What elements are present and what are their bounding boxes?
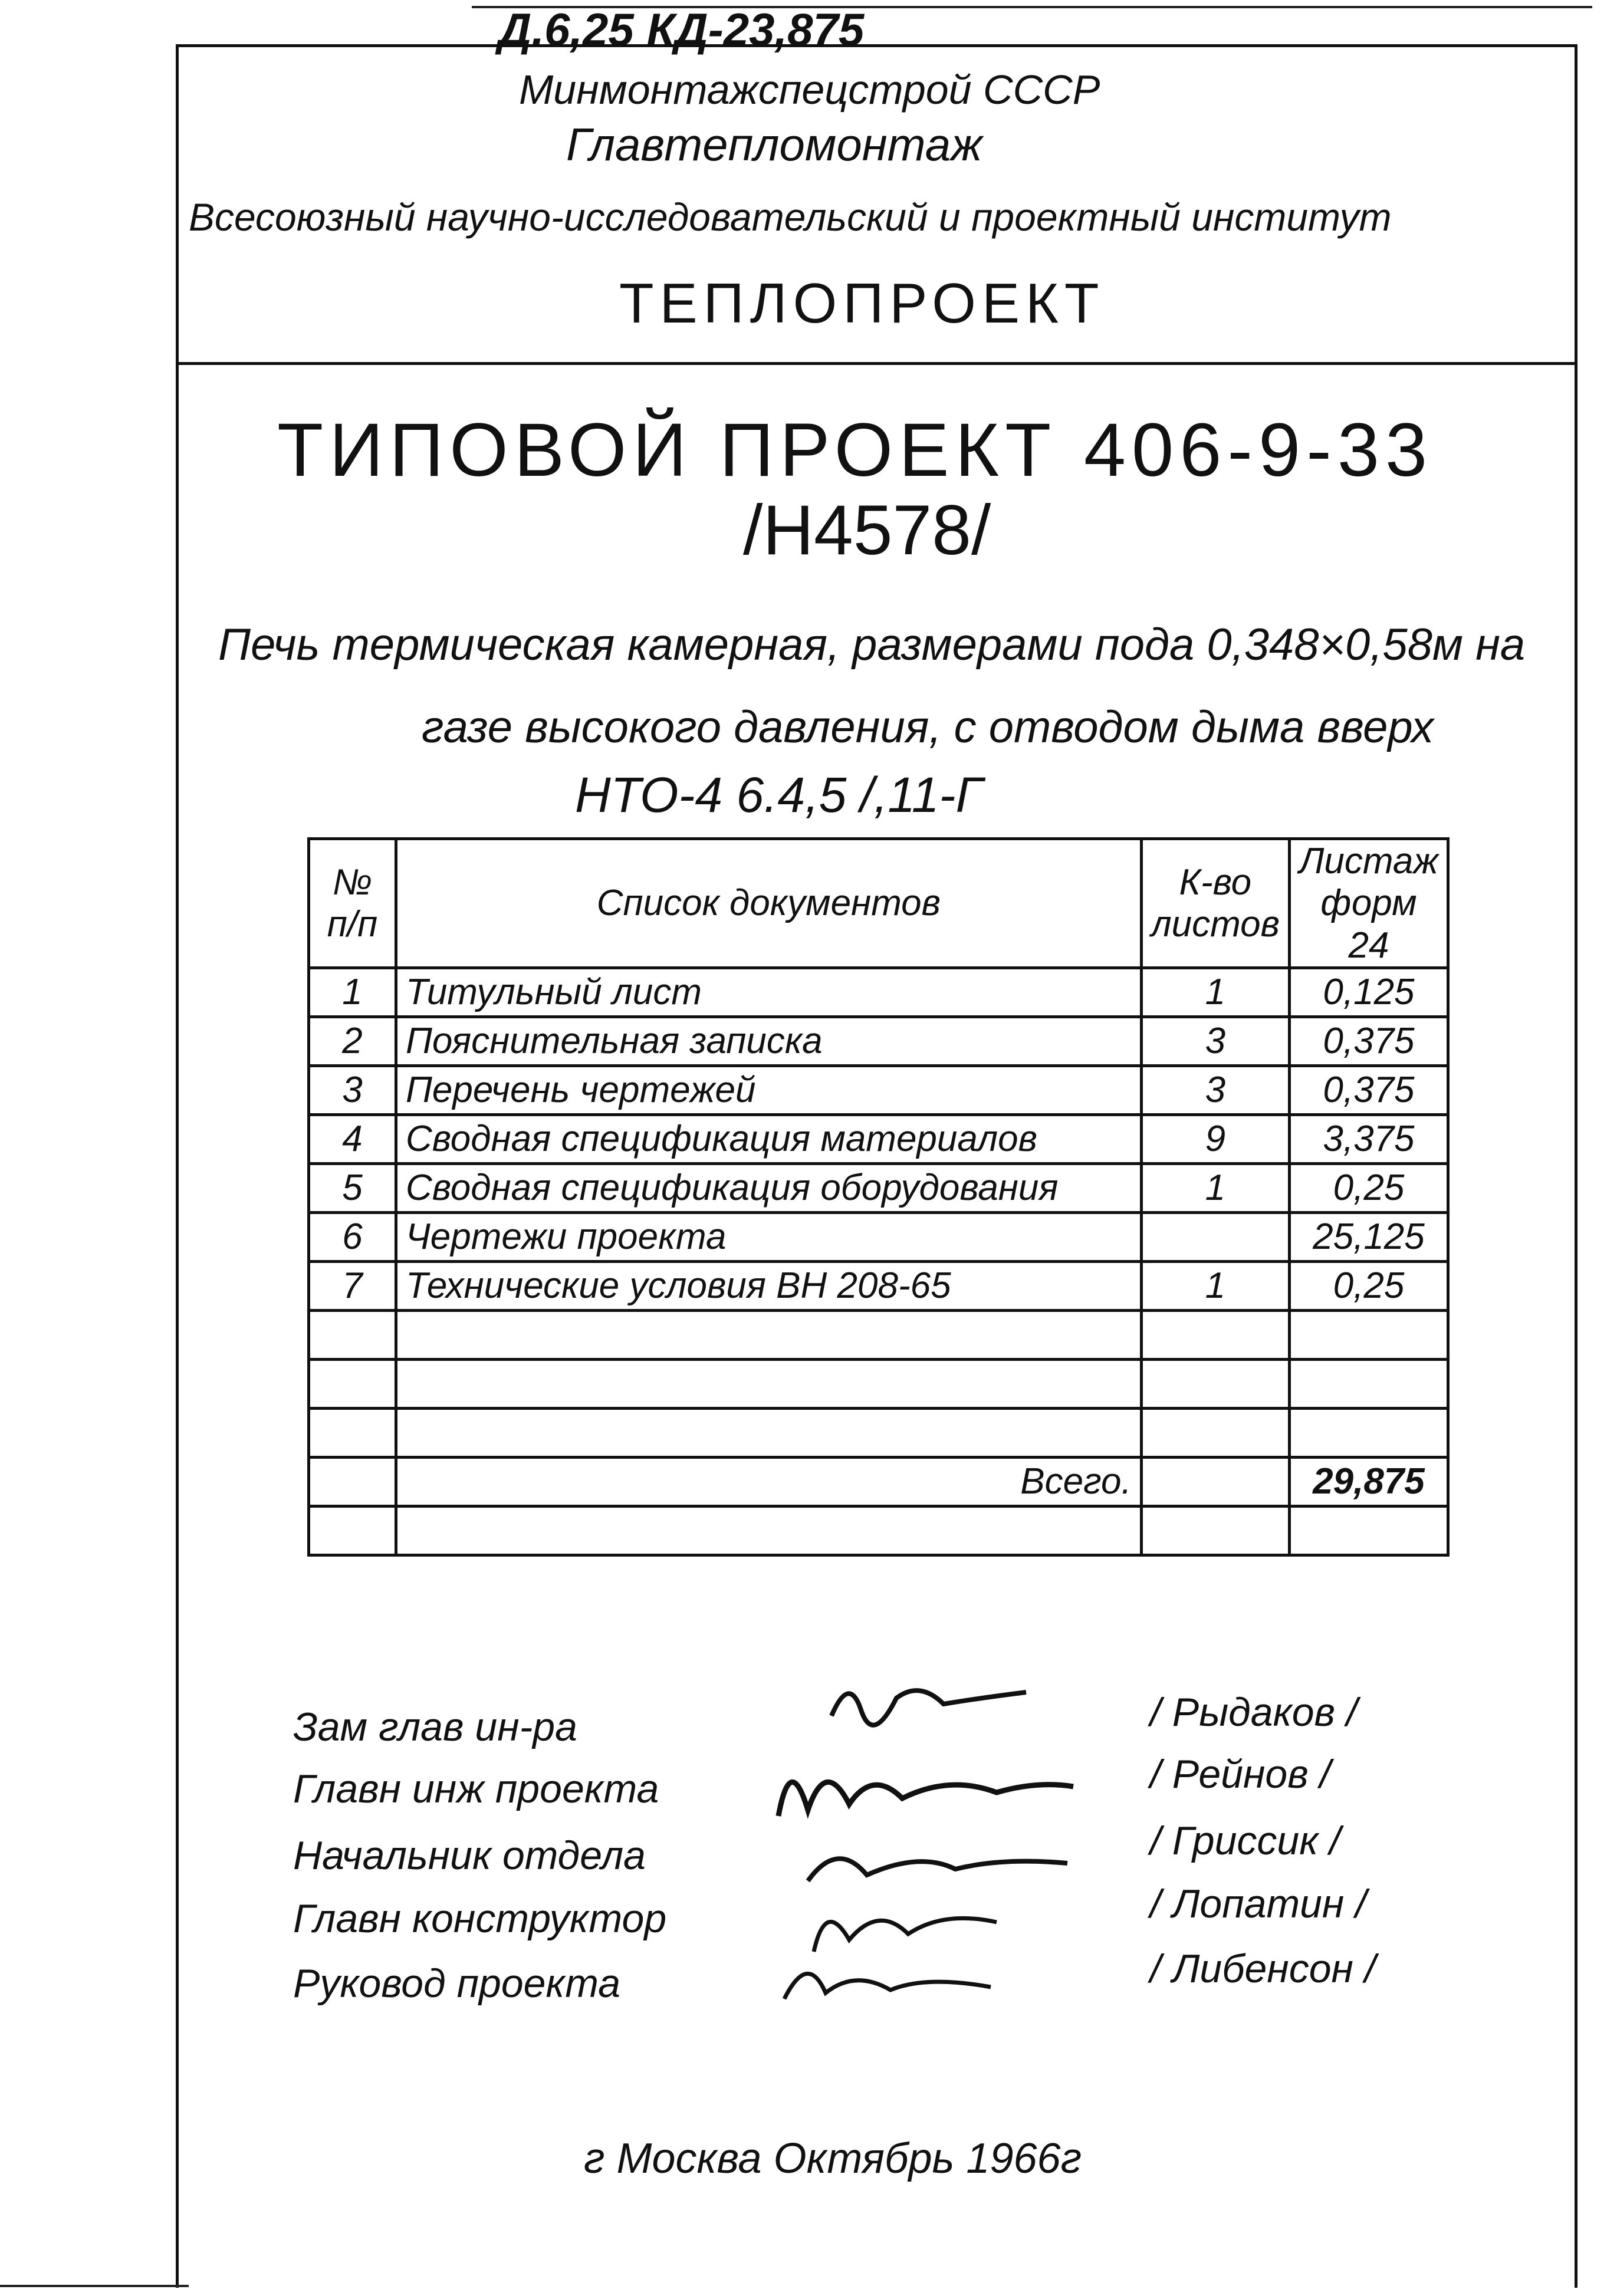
signatory-name: / Рыдаков /: [1150, 1690, 1358, 1735]
row-document: Перечень чертежей: [396, 1065, 1142, 1114]
col-document: Список документов: [396, 839, 1142, 968]
table-row: [309, 1065, 1448, 1114]
project-code: /Н4578/: [743, 491, 991, 570]
row-document: [396, 1408, 1142, 1457]
table-row: [309, 1114, 1448, 1163]
row-sheets: 1: [1141, 968, 1289, 1017]
ministry: Минмонтажспецстрой СССР: [519, 67, 1100, 113]
table-row: [309, 1017, 1448, 1065]
row-format: 0,125: [1289, 968, 1448, 1017]
row-document: [396, 1359, 1142, 1408]
row-sheets: 3: [1141, 1017, 1289, 1065]
row-format: 0,25: [1289, 1163, 1448, 1212]
row-number: [309, 1408, 396, 1457]
row-sheets: 3: [1141, 1065, 1289, 1114]
signatory-role: Главн инж проекта: [293, 1767, 659, 1811]
row-format: 0,375: [1289, 1065, 1448, 1114]
row-number: 2: [309, 1017, 396, 1065]
row-sheets: [1141, 1408, 1289, 1457]
row-sheets: [1141, 1506, 1289, 1555]
row-document: Сводная спецификация оборудования: [396, 1163, 1142, 1212]
signatory-name: / Гриссик /: [1150, 1818, 1341, 1863]
description-line1: Печь термическая камерная, размерами пода 0,348×0,58м на: [218, 620, 1526, 670]
table-row: [309, 1261, 1448, 1310]
row-document: Титульный лист: [396, 968, 1142, 1017]
table-header: [309, 839, 1448, 968]
row-number: [309, 1310, 396, 1359]
row-sheets: [1141, 1212, 1289, 1261]
signature-5: [773, 1946, 997, 2011]
signatory-role: Главн конструктор: [293, 1896, 667, 1941]
signatory-name: / Лопатин /: [1150, 1881, 1367, 1926]
institute: Всесоюзный научно-исследовательский и проектный институт: [189, 195, 1392, 239]
row-number: [309, 1359, 396, 1408]
row-format: 3,375: [1289, 1114, 1448, 1163]
designation: НТО-4 6.4,5 /,11-Г: [575, 767, 983, 823]
row-format: [1289, 1408, 1448, 1457]
row-sheets: 1: [1141, 1163, 1289, 1212]
col-format: Листаж форм 24: [1289, 839, 1448, 968]
department: Главтепломонтаж: [566, 119, 982, 170]
signature-1: [826, 1663, 1038, 1728]
row-number: [309, 1506, 396, 1555]
table-row: [309, 1212, 1448, 1261]
signature-3: [802, 1828, 1073, 1893]
row-number: 6: [309, 1212, 396, 1261]
table-row: [309, 1310, 1448, 1359]
row-format: [1289, 1506, 1448, 1555]
project-title: ТИПОВОЙ ПРОЕКТ 406-9-33: [277, 408, 1434, 492]
row-number: [309, 1457, 396, 1506]
table-row: [309, 1163, 1448, 1212]
row-number: 3: [309, 1065, 396, 1114]
row-number: 4: [309, 1114, 396, 1163]
row-format: 25,125: [1289, 1212, 1448, 1261]
table-row: [309, 968, 1448, 1017]
row-document: [396, 1310, 1142, 1359]
row-number: 5: [309, 1163, 396, 1212]
description-line2: газе высокого давления, с отводом дыма вверх: [422, 702, 1434, 752]
signatory-role: Начальник отдела: [293, 1833, 646, 1878]
total-row: [309, 1457, 1448, 1506]
row-format: 0,25: [1289, 1261, 1448, 1310]
col-number: № п/п: [309, 839, 396, 968]
row-sheets: [1141, 1457, 1289, 1506]
bottom-rule: [0, 2285, 189, 2287]
row-format: [1289, 1359, 1448, 1408]
documents-table: [307, 837, 1450, 1557]
table-row: [309, 1408, 1448, 1457]
footer-place-date: г Москва Октябрь 1966г: [584, 2135, 1082, 2182]
row-document: Сводная спецификация материалов: [396, 1114, 1142, 1163]
table-row: [309, 1506, 1448, 1555]
signatory-name: / Либенсон /: [1150, 1946, 1376, 1991]
signatory-role: Руковод проекта: [293, 1961, 621, 2006]
row-document: [396, 1506, 1142, 1555]
col-sheets: К-во листов: [1141, 839, 1289, 968]
institute-name: ТЕПЛОПРОЕКТ: [619, 272, 1105, 335]
row-format: [1289, 1310, 1448, 1359]
row-sheets: [1141, 1359, 1289, 1408]
row-document: Чертежи проекта: [396, 1212, 1142, 1261]
top-note: Д.6,25 КД-23,875: [498, 4, 865, 55]
total-value: 29,875: [1289, 1457, 1448, 1506]
signatory-name: / Рейнов /: [1150, 1752, 1331, 1797]
row-number: 7: [309, 1261, 396, 1310]
row-format: 0,375: [1289, 1017, 1448, 1065]
signatory-role: Зам глав ин-ра: [293, 1705, 577, 1749]
row-sheets: 1: [1141, 1261, 1289, 1310]
row-document: Пояснительная записка: [396, 1017, 1142, 1065]
row-sheets: 9: [1141, 1114, 1289, 1163]
header-divider: [176, 362, 1575, 365]
row-document: Технические условия ВН 208-65: [396, 1261, 1142, 1310]
row-sheets: [1141, 1310, 1289, 1359]
row-number: 1: [309, 968, 396, 1017]
total-label: Всего.: [396, 1457, 1142, 1506]
signature-2: [773, 1745, 1079, 1828]
table-row: [309, 1359, 1448, 1408]
